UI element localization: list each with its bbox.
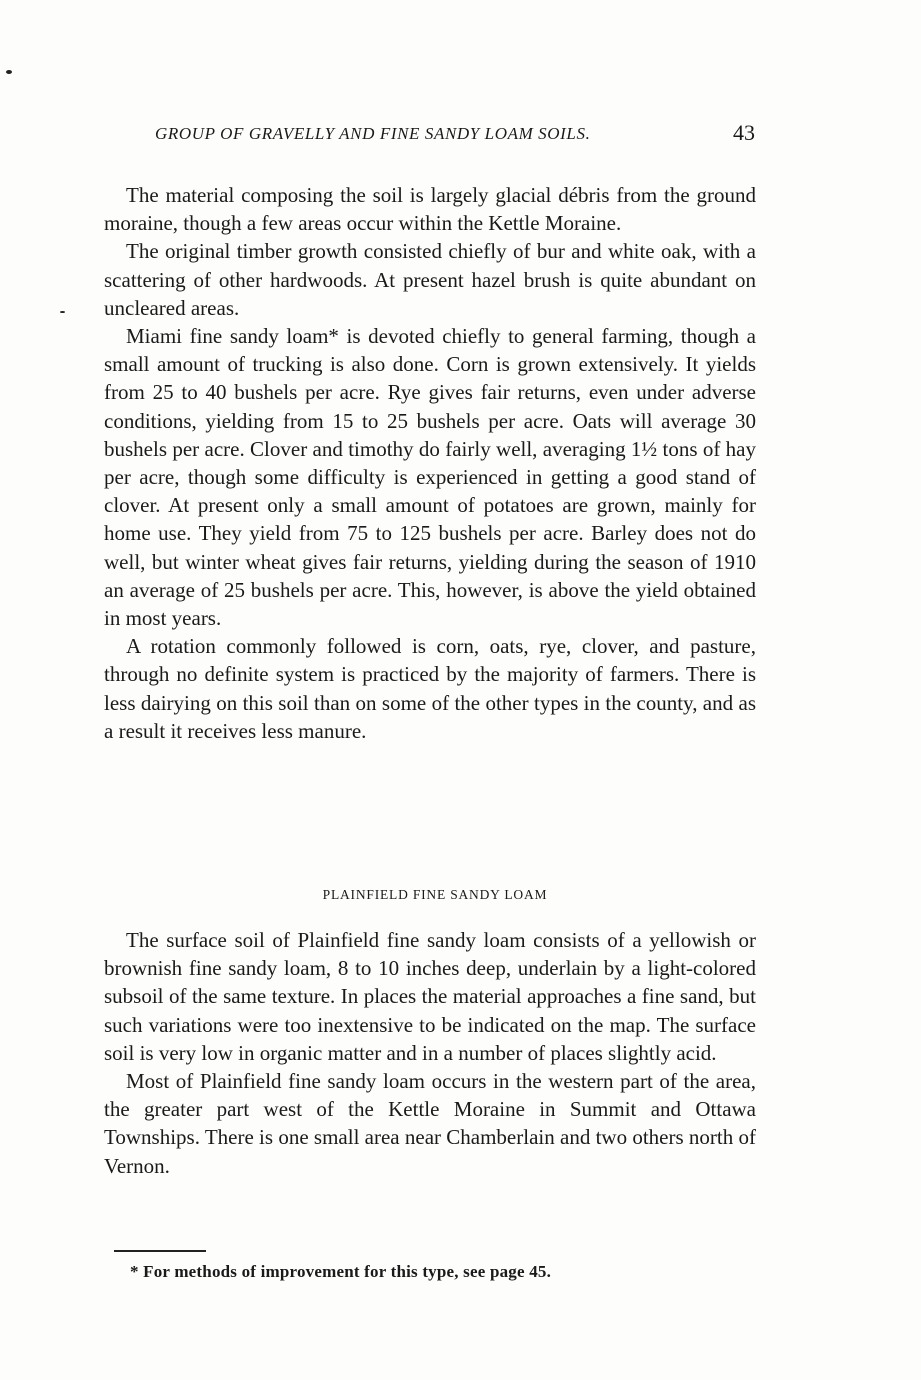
- scan-speck: [6, 70, 12, 74]
- section-heading: PLAINFIELD FINE SANDY LOAM: [322, 887, 548, 902]
- running-head: [155, 120, 755, 154]
- scan-speck: [60, 311, 65, 313]
- footnote: * For methods of improvement for this type, see page 45.: [130, 1262, 552, 1281]
- paragraph-soil-material: The material composing the soil is largely glacial débris from the ground moraine, though a few areas occur within the Kettle Moraine.: [104, 183, 756, 236]
- paragraph-timber-growth: The original timber growth consisted chiefly of bur and white oak, with a scattering of other hardwoods. At present hazel brush is quite abundant on uncleared areas.: [104, 239, 756, 320]
- running-title: GROUP OF GRAVELLY AND FINE SANDY LOAM SOILS.: [155, 124, 591, 143]
- paragraph-crop-yields: Miami fine sandy loam* is devoted chiefly to general farming, though a small amount of trucking is also done. Corn is grown extensively. It yields from 25 to 40 bushels per acre. Rye gives fair returns, even under adverse conditions, yielding from 15 to 25 bushels per acre. Oats will average 30 bushels per acre. Clover and timothy do fairly well, averaging 1½ tons of hay per acre, though some difficulty is experienced in getting a good stand of clover. At present only a small amount of potatoes are grown, mainly for home use. They yield from 75 to 125 bushels per acre. Barley does not do well, but winter wheat gives fair returns, yielding during the season of 1910 an average of 25 bushels per acre. This, however, is above the yield obtained in most years.: [104, 324, 756, 631]
- paragraph-distribution: Most of Plainfield fine sandy loam occurs in the western part of the area, the greater part west of the Kettle Moraine in Summit and Ottawa Townships. There is one small area near Chamberlain and two others north of Vernon.: [104, 1069, 756, 1178]
- paragraph-surface-soil: The surface soil of Plainfield fine sandy loam consists of a yellowish or brownish fine sandy loam, 8 to 10 inches deep, underlain by a light-colored subsoil of the same texture. In places the material approaches a fine sand, but such variations were too inextensive to be indicated on the map. The surface soil is very low in organic matter and in a number of places slightly acid.: [104, 928, 756, 1065]
- body-text-bottom: [104, 926, 756, 1180]
- footnote-rule: [114, 1250, 206, 1252]
- body-text-top: [104, 181, 756, 745]
- paragraph-rotation: A rotation commonly followed is corn, oats, rye, clover, and pasture, through no definite system is practiced by the majority of farmers. There is less dairying on this soil than on some of the other types in the county, and as a result it receives less manure.: [104, 634, 756, 743]
- page-number: 43: [733, 120, 755, 145]
